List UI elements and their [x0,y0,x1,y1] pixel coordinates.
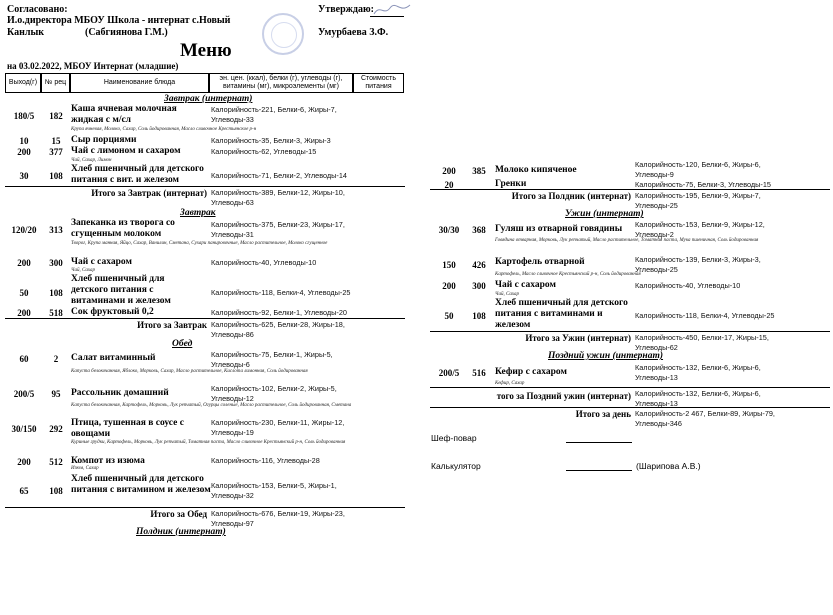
nutrition-line: Углеводы-33 [211,114,254,124]
nutrition-line: Углеводы-86 [211,329,254,339]
nutrition-line: Калорийность-625, Белки-28, Жиры-18, [211,320,345,329]
dish-nutrition [211,308,347,318]
dish-recipe: 377 [49,147,63,157]
dish-recipe: 516 [472,368,486,378]
agreed-label: Согласовано: [7,4,68,15]
nutrition-line: Углеводы-25 [635,200,678,210]
chef-signature-line [566,442,632,443]
nutrition-line: Калорийность-102, Белки-2, Жиры-5, [211,384,337,393]
dish-out: 200/5 [438,368,460,378]
dish-out: 150 [442,260,456,270]
dish-recipe: 15 [51,136,61,146]
dish-out: 200 [17,457,31,467]
dish-name: Молоко кипяченое [495,165,577,175]
nutrition-line: Калорийность-62, Углеводы-15 [211,147,317,156]
total-snack-internat: Итого за Полдник (интернат) [511,191,631,201]
nutrition-line: Калорийность-153, Белки-9, Жиры-12, [635,220,765,229]
col-header-recipe-label: № рец [44,79,67,86]
nutrition-line: Углеводы-13 [635,398,678,408]
dish-nutrition [635,160,761,179]
nutrition-line: Калорийность-375, Белки-23, Жиры-17, [211,220,345,229]
dish-out: 30/30 [438,225,460,235]
total-divider [5,186,405,187]
dish-out: 120/20 [11,225,37,235]
nutrition-line: Калорийность-40, Углеводы-10 [211,258,317,267]
dish-name: Кефир с сахаром [495,367,567,377]
dish-name: Картофель отварной [495,257,585,267]
section-breakfast-internat: Завтрак (интернат) [164,94,253,104]
dish-nutrition [211,171,347,181]
nutrition-line: Углеводы-62 [635,342,678,352]
dish-out: 200 [17,147,31,157]
dish-nutrition [211,220,345,239]
dish-nutrition [635,281,740,291]
dish-out: 200 [442,281,456,291]
dish-name: Рассольник домашний [71,388,169,398]
dish-recipe: 385 [472,166,486,176]
agreed-line-1: И.о.директора МБОУ Школа - интернат с.Новый [7,15,231,26]
dish-out: 50 [19,288,29,298]
dish-nutrition [211,258,316,268]
dish-nutrition [211,136,331,146]
dish-out: 180/5 [13,111,35,121]
dish-name: Хлеб пшеничный для детского питания с витаминами и железом [495,298,628,330]
dish-name: Чай с сахаром [495,280,556,290]
dish-recipe: 95 [51,389,61,399]
col-header-recipe [41,73,70,93]
dish-nutrition [211,481,337,500]
total-snack-internat-nutrition [635,191,761,210]
dish-out: 30/150 [11,424,37,434]
total-day: Итого за день [575,409,631,419]
nutrition-line: Углеводы-2 [635,229,674,239]
dish-ingredients: Чай, Сахар [495,292,519,297]
nutrition-line: Калорийность-2 467, Белки-89, Жиры-79, [635,409,775,418]
dish-recipe: 313 [49,225,63,235]
dish-recipe: 108 [49,288,63,298]
dish-nutrition [211,288,350,298]
nutrition-line: Углеводы-6 [211,359,250,369]
total-day-nutrition [635,409,775,428]
total-breakfast-internat-nutrition [211,188,345,207]
col-header-nutrition-label: эн. цен. (ккал), белки (г), углеводы (г), витамины (мг), микроэлементы (мг) [219,75,343,90]
dish-name: Гренки [495,179,527,189]
dish-recipe: 518 [49,308,63,318]
dish-nutrition [211,105,337,124]
calculator-name: (Шарипова А.В.) [636,461,701,471]
dish-name: Сыр порциями [71,135,137,145]
dish-nutrition [211,147,316,157]
nutrition-line: Калорийность-116, Углеводы-28 [211,456,320,465]
total-late-dinner-nutrition [635,389,761,408]
dish-out: 30 [19,171,29,181]
dish-out: 200/5 [13,389,35,399]
nutrition-line: Углеводы-9 [635,169,674,179]
dish-ingredients: Изюм, Сахар [71,466,99,471]
page-subtitle: на 03.02.2022, МБОУ Интернат (младшие) [7,61,179,71]
section-lunch: Обед [172,339,193,349]
total-divider [430,331,830,332]
nutrition-line: Углеводы-31 [211,229,254,239]
nutrition-line: Калорийность-221, Белки-6, Жиры-7, [211,105,337,114]
dish-recipe: 108 [49,171,63,181]
nutrition-line: Углеводы-19 [211,427,254,437]
approve-underline [370,16,404,17]
dish-recipe: 292 [49,424,63,434]
school-stamp [262,13,304,55]
col-header-out [5,73,41,93]
chef-label: Шеф-повар [431,433,477,443]
calculator-label: Калькулятор [431,461,481,471]
dish-nutrition [211,350,333,369]
nutrition-line: Калорийность-132, Белки-6, Жиры-6, [635,389,761,398]
nutrition-line: Углеводы-346 [635,418,682,428]
total-late-dinner: того за Поздний ужин (интернат) [496,391,631,401]
dish-nutrition [211,456,320,466]
dish-name: Чай с лимоном и сахаром [71,146,181,156]
approve-name: Умурбаева З.Ф. [318,27,389,38]
total-dinner-internat: Итого за Ужин (интернат) [525,333,631,343]
nutrition-line: Калорийность-40, Углеводы-10 [635,281,741,290]
nutrition-line: Калорийность-153, Белки-5, Жиры-1, [211,481,337,490]
dish-name: Компот из изюма [71,456,145,466]
calculator-signature-line [566,470,632,471]
agreed-line-2b: (Сабгиянова Г.М.) [85,27,168,38]
page-title: Меню [180,40,232,61]
dish-ingredients: Говядина отварная, Морковь, Лук репчатый, Масло растительное, Томатная паста, Мука пшеничная, Соль йодированная [495,238,759,243]
nutrition-line: Калорийность-35, Белки-3, Жиры-3 [211,136,331,145]
col-header-nutrition [209,73,353,93]
dish-nutrition [635,311,774,321]
total-breakfast-internat: Итого за Завтрак (интернат) [91,188,207,198]
dish-ingredients: Куриные грудки, Картофель, Морковь, Лук репчатый, Томатная паста, Масло сливочное Крестьянский р-н, Соль йодированная [71,440,346,445]
nutrition-line: Калорийность-195, Белки-9, Жиры-7, [635,191,761,200]
dish-name: Птица, тушенная в соусе с овощами [71,418,184,439]
section-snack-internat: Полдник (интернат) [136,527,226,537]
dish-recipe: 300 [472,281,486,291]
nutrition-line: Углеводы-32 [211,490,254,500]
nutrition-line: Калорийность-92, Белки-1, Углеводы-20 [211,308,347,317]
dish-out: 50 [444,311,454,321]
dish-nutrition [635,363,761,382]
nutrition-line: Калорийность-139, Белки-3, Жиры-3, [635,255,761,264]
nutrition-line: Калорийность-118, Белки-4, Углеводы-25 [635,311,775,320]
agreed-line-2a: Канлык [7,27,45,38]
dish-recipe: 2 [53,354,59,364]
total-breakfast: Итого за Завтрак [137,320,207,330]
dish-out: 200 [442,166,456,176]
dish-name: Гуляш из отварной говядины [495,224,623,234]
total-divider [5,318,405,319]
nutrition-line: Калорийность-450, Белки-17, Жиры-15, [635,333,769,342]
dish-nutrition [211,418,344,437]
col-header-out-label: Выход(г) [8,79,38,86]
dish-name: Хлеб пшеничный для детского питания с вит. и железом [71,164,204,185]
total-divider [430,387,830,388]
dish-out: 65 [19,486,29,496]
nutrition-line: Углеводы-25 [635,264,678,274]
nutrition-line: Углеводы-13 [635,372,678,382]
col-header-cost [353,73,404,93]
dish-ingredients: Крупа ячневая, Молоко, Сахар, Соль йодированная, Масло сливочное Крестьянское р-н [71,127,257,132]
dish-ingredients: Творог, Крупа манная, Яйцо, Сахар, Ванилин, Сметана, Сухари панировочные, Масло растительное, Молоко сгущенное [71,241,328,246]
dish-name: Чай с сахаром [71,257,132,267]
dish-recipe: 108 [49,486,63,496]
nutrition-line: Углеводы-63 [211,197,254,207]
col-header-name-label: Наименование блюда [103,79,176,86]
dish-out: 200 [17,308,31,318]
nutrition-line: Калорийность-71, Белки-2, Углеводы-14 [211,171,347,180]
dish-ingredients: Чай, Сахар, Лимон [71,158,112,163]
section-dinner-internat: Ужин (интернат) [565,209,644,219]
dish-nutrition [635,220,765,239]
total-divider [430,189,830,190]
dish-ingredients: Чай, Сахар [71,268,95,273]
col-header-name [70,73,209,93]
dish-ingredients: Капуста белокочанная, Картофель, Морковь, Лук репчатый, Огурцы соленые, Масло растительное, Соль йодированная, Сметана [71,403,352,408]
dish-name: Хлеб пшеничный для детского питания с витамином и железом [71,474,211,495]
nutrition-line: Калорийность-230, Белки-11, Жиры-12, [211,418,345,427]
section-late-dinner: Поздний ужин (интернат) [548,351,664,361]
dish-out: 200 [17,258,31,268]
dish-nutrition [211,384,337,403]
nutrition-line: Калорийность-132, Белки-6, Жиры-6, [635,363,761,372]
total-divider [5,507,405,508]
dish-out: 20 [444,180,454,190]
dish-ingredients: Капуста белокочанная, Яблоко, Морковь, Сахар, Масло растительное, Кислота лимонная, Соль йодированная [71,369,308,374]
nutrition-line: Углеводы-97 [211,518,254,528]
dish-recipe: 300 [49,258,63,268]
dish-recipe: 182 [49,111,63,121]
dish-name: Салат витаминный [71,353,156,363]
dish-recipe: 426 [472,260,486,270]
dish-name: Запеканка из творога со сгущенным молоком [71,218,175,239]
dish-ingredients: Кефир, Сахар [495,381,525,386]
nutrition-line: Калорийность-118, Белки-4, Углеводы-25 [211,288,351,297]
total-lunch: Итого за Обед [150,509,207,519]
approve-label: Утверждаю: [318,4,374,15]
nutrition-line: Калорийность-676, Белки-19, Жиры-23, [211,509,345,518]
dish-out: 10 [19,136,29,146]
nutrition-line: Калорийность-75, Белки-1, Жиры-5, [211,350,333,359]
dish-ingredients: Картофель, Масло сливочное Крестьянский р-н, Соль йодированная [495,272,641,277]
dish-recipe: 108 [472,311,486,321]
dish-recipe: 512 [49,457,63,467]
total-dinner-internat-nutrition [635,333,769,352]
nutrition-line: Калорийность-389, Белки-12, Жиры-10, [211,188,345,197]
dish-name: Сок фруктовый 0,2 [71,307,154,317]
dish-nutrition [635,255,761,274]
dish-name: Хлеб пшеничный для детского питания с витаминами и железом [71,274,171,306]
total-breakfast-nutrition [211,320,345,339]
nutrition-line: Углеводы-12 [211,393,254,403]
nutrition-line: Калорийность-120, Белки-6, Жиры-6, [635,160,761,169]
total-divider [430,407,830,408]
col-header-cost-label: Стоимость питания [360,75,397,90]
section-breakfast: Завтрак [180,208,216,218]
dish-name: Каша ячневая молочная жидкая с м/сл [71,104,177,125]
dish-out: 60 [19,354,29,364]
nutrition-line: Калорийность-75, Белки-3, Углеводы-15 [635,180,771,189]
dish-recipe: 368 [472,225,486,235]
total-lunch-nutrition [211,509,345,528]
